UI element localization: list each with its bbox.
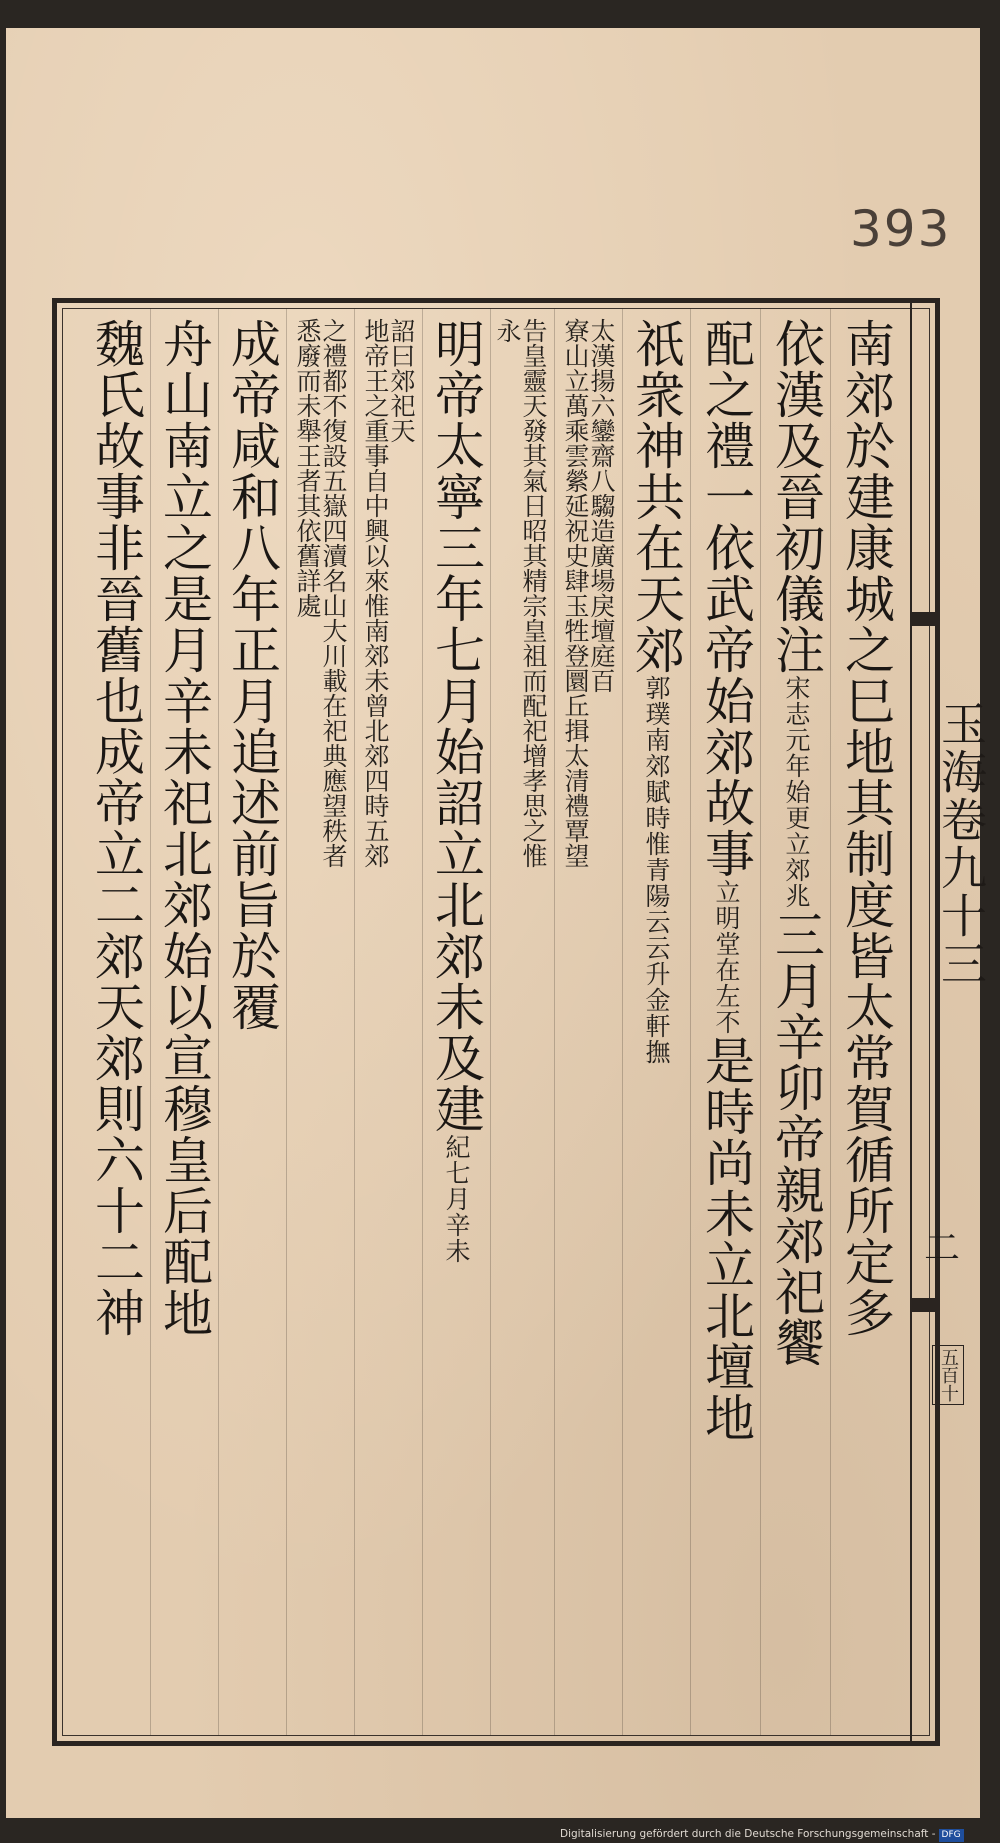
column-rule	[830, 308, 831, 1736]
credit-text: Digitalisierung gefördert durch die Deutsche Forschungsgemeinschaft -	[560, 1828, 936, 1840]
text-column	[155, 318, 213, 1728]
main-text-segment: 南郊於建康城之巳地其制度皆太常賀循所定多	[837, 318, 895, 1338]
main-text-segment: 是時尚未立北壇地	[697, 1035, 755, 1443]
commentary-left-line: 寮山立萬乘雲縈延祝史肆玉牲登圜丘揖太清禮覃望	[561, 318, 590, 868]
banxin-char-count: 五百十	[932, 1345, 964, 1405]
text-column	[87, 318, 145, 1728]
commentary-column-pair	[562, 318, 614, 1728]
main-text-segment: 三月辛卯帝親郊祀饗	[767, 909, 825, 1368]
column-rule	[554, 308, 555, 1736]
main-text-segment: 成帝咸和八年正月追述前旨於覆	[223, 318, 281, 1032]
digitization-credit	[560, 1826, 1000, 1843]
column-rule	[622, 308, 623, 1736]
fishtail-upper-mark	[912, 612, 936, 626]
fishtail-lower-mark	[912, 1298, 936, 1312]
text-column	[837, 318, 895, 1728]
commentary-segment: 宋志元年始更立郊兆	[782, 675, 811, 909]
commentary-right-line: 詔曰郊祀天	[387, 318, 416, 443]
column-rule	[286, 308, 287, 1736]
commentary-right-line: 之禮都不復設五嶽四瀆名山大川載在祀典應望秩者	[319, 318, 348, 868]
text-column	[427, 318, 485, 1728]
column-rule	[150, 308, 151, 1736]
text-column	[767, 318, 825, 1728]
main-text-segment: 舟山南立之是月辛未祀北郊始以宣穆皇后配地	[155, 318, 213, 1338]
main-text-segment: 祇衆神共在天郊	[627, 318, 685, 675]
commentary-right-line: 太漢揚六鑾齋八騶造廣場戾壇庭百	[587, 318, 616, 693]
commentary-column-pair	[362, 318, 414, 1728]
commentary-column-pair	[494, 318, 546, 1728]
main-text-segment: 配之禮一依武帝始郊故事	[697, 318, 755, 879]
banxin-title: 玉海卷九十三	[934, 700, 988, 988]
main-text-segment: 魏氏故事非晉舊也成帝立二郊天郊則六十二神	[87, 318, 145, 1338]
commentary-segment: 紀七月辛未	[442, 1134, 471, 1264]
column-rule	[354, 308, 355, 1736]
commentary-column-pair	[294, 318, 346, 1728]
column-rule	[690, 308, 691, 1736]
banxin-column	[910, 303, 936, 1741]
column-rule	[760, 308, 761, 1736]
column-rule	[218, 308, 219, 1736]
commentary-left-line: 永	[493, 318, 522, 343]
folio-number: 393	[850, 200, 952, 258]
column-rule	[490, 308, 491, 1736]
main-text-segment: 明帝太寧三年七月始詔立北郊未及建	[427, 318, 485, 1134]
dfg-logo: DFG	[939, 1829, 964, 1842]
commentary-segment: 郭璞南郊賦時惟青陽云云升金軒撫	[642, 675, 671, 1065]
text-column	[697, 318, 755, 1728]
commentary-right-line: 告皇靈天發其氣日昭其精宗皇祖而配祀增孝思之惟	[519, 318, 548, 868]
commentary-left-line: 悉廢而未舉王者其依舊詳處	[293, 318, 322, 618]
text-column	[223, 318, 281, 1728]
commentary-segment: 立明堂在左不	[712, 879, 741, 1035]
column-rule	[422, 308, 423, 1736]
text-column	[627, 318, 685, 1728]
commentary-left-line: 地帝王之重事自中興以來惟南郊未曾北郊四時五郊	[361, 318, 390, 868]
banxin-page-number: 二	[924, 1228, 961, 1269]
main-text-segment: 依漢及晉初儀注	[767, 318, 825, 675]
